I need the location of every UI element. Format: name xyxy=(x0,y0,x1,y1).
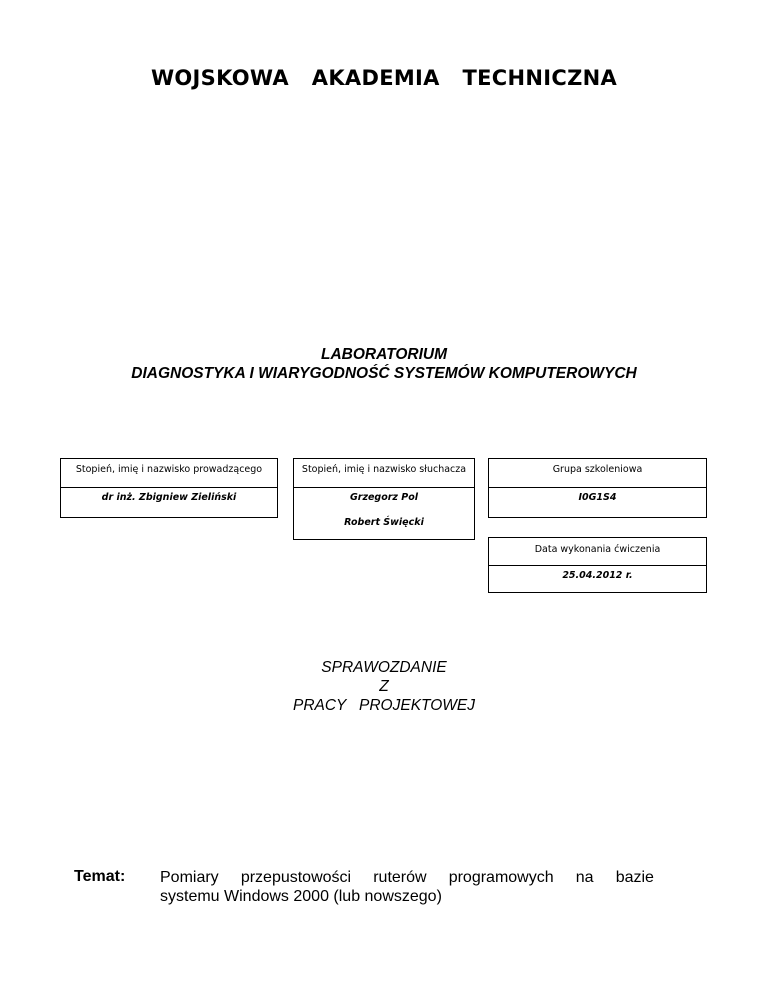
report-heading xyxy=(0,658,768,715)
topic-word: ruterów xyxy=(373,869,427,886)
topic-line-2: systemu Windows 2000 (lub nowszego) xyxy=(160,888,442,905)
date-value: 25.04.2012 r. xyxy=(562,570,633,581)
instructor-divider xyxy=(61,487,277,488)
topic-line-1 xyxy=(160,868,654,887)
instructor-box xyxy=(60,458,278,518)
student-name-1: Grzegorz Pol xyxy=(349,492,419,503)
report-line-1: SPRAWOZDANIE xyxy=(321,659,447,676)
group-label: Grupa szkoleniowa xyxy=(552,464,643,475)
topic-word: programowych xyxy=(448,869,554,886)
student-divider xyxy=(294,487,474,488)
topic-text xyxy=(160,868,654,906)
student-label: Stopień, imię i nazwisko słuchacza xyxy=(301,464,467,475)
instructor-value: dr inż. Zbigniew Zieliński xyxy=(101,492,237,503)
topic-label: Temat: xyxy=(74,868,126,885)
topic-word: bazie xyxy=(615,869,654,886)
report-line-2: Z xyxy=(379,678,389,695)
student-name-2: Robert Święcki xyxy=(344,517,424,528)
lab-heading xyxy=(0,345,768,383)
topic-word: na xyxy=(575,869,594,886)
group-value: I0G1S4 xyxy=(578,492,617,503)
topic-word: Pomiary xyxy=(160,869,219,886)
lab-subject: DIAGNOSTYKA I WIARYGODNOŚĆ SYSTEMÓW KOMPUTEROWYCH xyxy=(131,365,637,382)
report-line-3: PRACY PROJEKTOWEJ xyxy=(292,697,476,714)
date-box xyxy=(488,537,707,593)
topic-word: przepustowości xyxy=(240,869,352,886)
lab-title: LABORATORIUM xyxy=(321,346,447,363)
university-name: WOJSKOWA AKADEMIA TECHNICZNA xyxy=(150,66,618,90)
group-box xyxy=(488,458,707,518)
date-divider xyxy=(489,565,706,566)
student-box xyxy=(293,458,475,540)
date-label: Data wykonania ćwiczenia xyxy=(534,544,661,555)
instructor-label: Stopień, imię i nazwisko prowadzącego xyxy=(75,464,263,475)
group-divider xyxy=(489,487,706,488)
